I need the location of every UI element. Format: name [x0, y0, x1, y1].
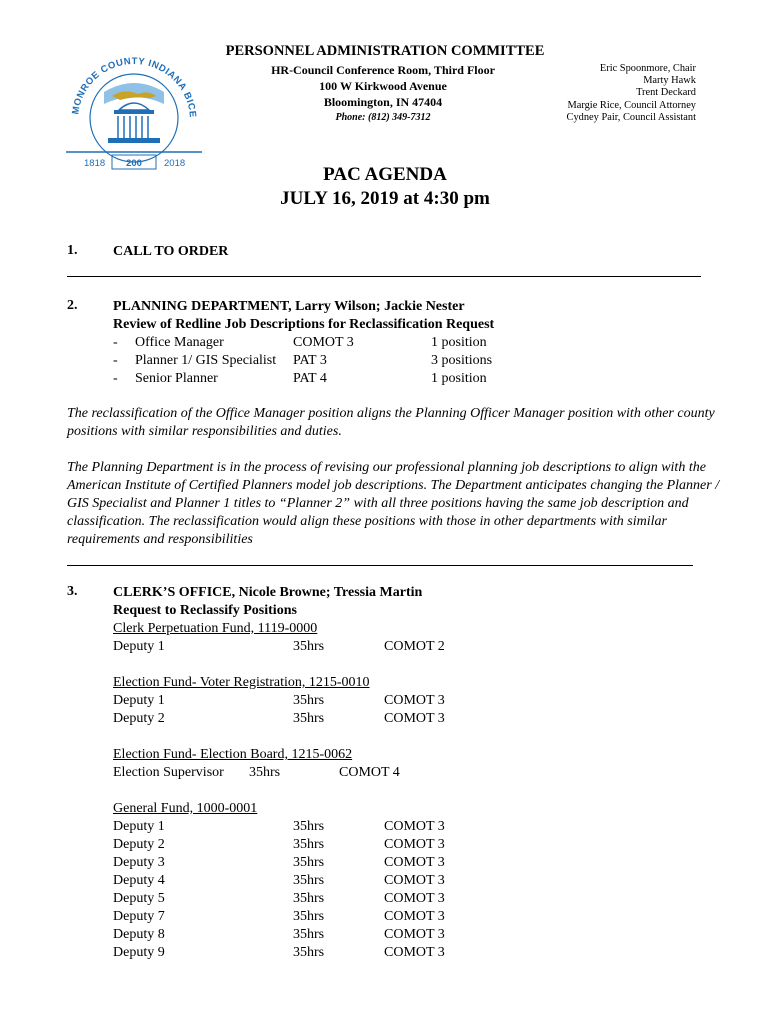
- divider-1: [67, 276, 701, 277]
- section-2-subheading: Review of Redline Job Descriptions for Reclassification Request: [113, 317, 495, 332]
- section-3-block: [113, 584, 713, 962]
- section-2-number: 2.: [67, 298, 78, 313]
- table-row: Deputy 2 35hrs COMOT 3: [113, 711, 445, 726]
- logo-year-right: 2018: [164, 158, 186, 169]
- fund-3-name: Election Fund- Election Board, 1215-0062: [113, 747, 353, 762]
- address-line-3: Bloomington, IN 47404: [323, 95, 443, 109]
- list-item: - Senior Planner PAT 4 1 position: [113, 371, 487, 386]
- committee-members: [567, 63, 696, 124]
- section-1-heading: CALL TO ORDER: [113, 244, 229, 259]
- section-3-number: 3.: [67, 584, 78, 599]
- member-2: Marty Hawk: [643, 75, 696, 87]
- table-row: Deputy 8 35hrs COMOT 3: [113, 927, 445, 942]
- table-row: Deputy 4 35hrs COMOT 3: [113, 873, 445, 888]
- county-seal-icon: [64, 52, 204, 172]
- logo-year-center: 200: [126, 158, 142, 169]
- section-3-heading: CLERK’S OFFICE, Nicole Browne; Tressia Martin: [113, 585, 423, 600]
- member-chair: Eric Spoonmore, Chair: [599, 63, 696, 74]
- logo-ring-text: MONROE COUNTY INDIANA BICE: [70, 55, 199, 119]
- member-assistant: Cydney Pair, Council Assistant: [566, 111, 696, 123]
- section-2-heading: PLANNING DEPARTMENT, Larry Wilson; Jackie Nester: [113, 299, 465, 314]
- meeting-address: [243, 62, 523, 126]
- phone-number: Phone: (812) 349-7312: [335, 112, 431, 123]
- agenda-title-line-1: PAC AGENDA: [323, 164, 447, 185]
- table-row: Deputy 7 35hrs COMOT 3: [113, 909, 445, 924]
- address-line-2: 100 W Kirkwood Avenue: [319, 79, 447, 93]
- section-2-block: [113, 298, 733, 388]
- table-row: Deputy 5 35hrs COMOT 3: [113, 891, 445, 906]
- table-row: Deputy 1 35hrs COMOT 2: [113, 639, 445, 654]
- table-row: Deputy 2 35hrs COMOT 3: [113, 837, 445, 852]
- section-3-subheading: Request to Reclassify Positions: [113, 603, 297, 618]
- section-2-paragraph-1: The reclassification of the Office Manager position aligns the Planning Officer Manager position with other county positions with similar responsibilities and duties.: [67, 406, 715, 439]
- section-1-number: 1.: [67, 243, 78, 258]
- fund-4-name: General Fund, 1000-0001: [113, 801, 258, 816]
- table-row: Deputy 1 35hrs COMOT 3: [113, 693, 445, 708]
- agenda-date: JULY 16, 2019 at 4:30 pm: [280, 188, 490, 209]
- bicentennial-logo: [64, 52, 204, 172]
- member-attorney: Margie Rice, Council Attorney: [567, 99, 696, 111]
- address-line-1: HR-Council Conference Room, Third Floor: [271, 63, 495, 77]
- member-3: Trent Deckard: [636, 87, 696, 99]
- fund-2-name: Election Fund- Voter Registration, 1215-0010: [113, 675, 370, 690]
- divider-2: [67, 565, 693, 566]
- fund-1-name: Clerk Perpetuation Fund, 1119-0000: [113, 621, 318, 636]
- table-row: Election Supervisor 35hrs COMOT 4: [113, 765, 400, 780]
- table-row: Deputy 1 35hrs COMOT 3: [113, 819, 445, 834]
- list-item: - Planner 1/ GIS Specialist PAT 3 3 positions: [113, 353, 493, 368]
- table-row: Deputy 9 35hrs COMOT 3: [113, 945, 445, 960]
- list-item: - Office Manager COMOT 3 1 position: [113, 335, 487, 350]
- agenda-title: [0, 163, 770, 211]
- table-row: Deputy 3 35hrs COMOT 3: [113, 855, 445, 870]
- logo-year-left: 1818: [84, 158, 106, 169]
- section-2-paragraph-2: The Planning Department is in the process of revising our professional planning job descriptions to align with the American Institute of Certified Planners model job descriptions. The Department anticipates changing the Planner / GIS Specialist and Planner 1 titles to “Planner 2” with all three positions having the same job description and classification. The reclassification would align these positions with those in other departments with similar requirements and responsibilities: [67, 460, 720, 547]
- committee-name: PERSONNEL ADMINISTRATION COMMITTEE: [225, 43, 545, 59]
